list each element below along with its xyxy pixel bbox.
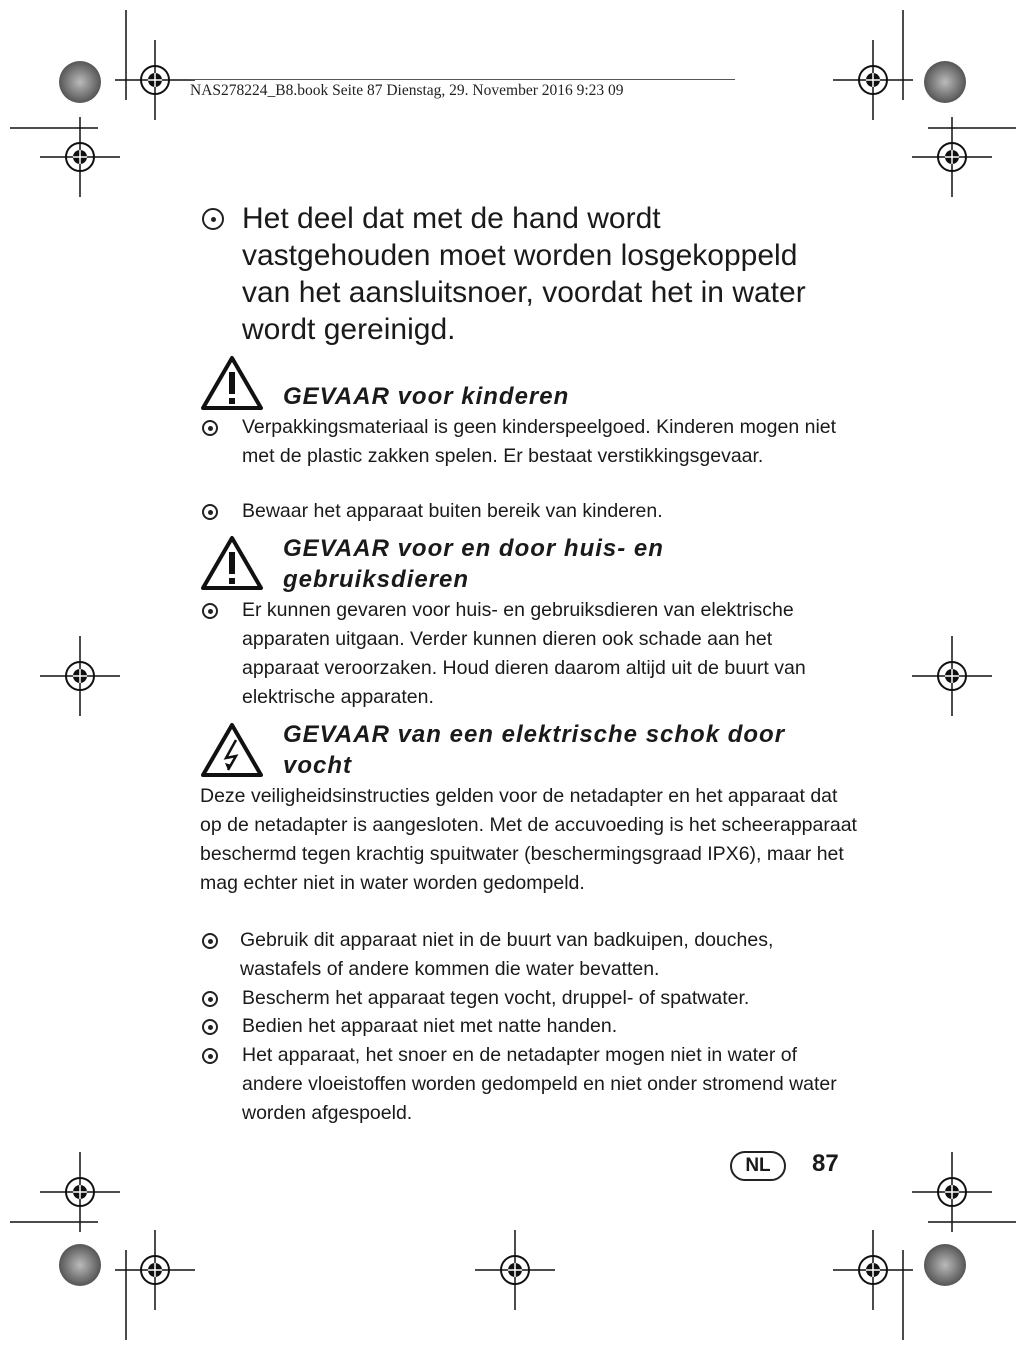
section-heading-children: GEVAAR voor kinderen [283, 383, 570, 410]
color-dial-bottom-right [924, 1244, 966, 1286]
list-item [202, 596, 862, 712]
registration-mark-bottom-right [833, 1230, 913, 1310]
section-heading-moisture-line2: vocht [283, 752, 353, 779]
registration-mark-mid-left [40, 636, 120, 716]
page-number: 87 [812, 1150, 839, 1177]
list-item-text: Verpakkingsmateriaal is geen kinderspeelgoed. Kinderen mogen niet met de plastic zakken spelen. Er bestaat verstikkingsgevaar. [242, 416, 837, 467]
list-item-text: Er kunnen gevaren voor huis- en gebruiksdieren van elektrische apparaten uitgaan. Verder kunnen dieren ook schade aan het apparaat veroorzaken. Houd dieren daarom altijd uit de buurt van elektrische apparaten. [242, 599, 806, 708]
registration-mark-top-left [115, 40, 195, 120]
list-item-text: Bescherm het apparaat tegen vocht, druppel- of spatwater. [242, 987, 750, 1009]
bullet-icon [202, 208, 224, 230]
warning-triangle-icon [200, 355, 264, 411]
warning-triangle-icon [200, 535, 264, 591]
color-dial-top-right [924, 61, 966, 103]
language-badge: NL [730, 1151, 786, 1181]
registration-mark-bottom-center [475, 1230, 555, 1310]
bullet-icon [202, 603, 218, 619]
registration-mark-lower-right [912, 1152, 992, 1232]
intro-text: Het deel dat met de hand wordt vastgehouden moet worden losgekoppeld van het aansluitsnoer, voordat het in water wordt gereinigd. [242, 202, 806, 346]
bullet-icon [202, 1048, 218, 1064]
intro-list-item [202, 200, 862, 348]
list-item-text: Bedien het apparaat niet met natte handen. [242, 1015, 618, 1037]
list-item [202, 497, 862, 526]
list-item-text: Bewaar het apparaat buiten bereik van kinderen. [242, 500, 663, 522]
section-heading-moisture [283, 719, 785, 781]
registration-mark-top-right [833, 40, 913, 120]
registration-mark-upper-left [40, 117, 120, 197]
list-item [202, 1012, 862, 1041]
bullet-icon [202, 933, 218, 949]
section-heading-pets [283, 533, 664, 595]
color-dial-bottom-left [59, 1244, 101, 1286]
list-item-text: Het apparaat, het snoer en de netadapter mogen niet in water of andere vloeistoffen worden gedompeld en niet onder stromend water worden afgespoeld. [242, 1044, 837, 1124]
section-intro-paragraph: Deze veiligheidsinstructies gelden voor de netadapter en het apparaat dat op de netadapter is aangesloten. Met de accuvoeding is het scheerapparaat beschermd tegen krachtig spuitwater (beschermingsgraad IPX6), maar het mag echter niet in water worden gedompeld. [200, 785, 857, 894]
section-heading-pets-line2: gebruiksdieren [283, 566, 470, 593]
bullet-icon [202, 991, 218, 1007]
registration-mark-mid-right [912, 636, 992, 716]
bullet-icon [202, 420, 218, 436]
section-heading-pets-line1: GEVAAR voor en door huis- en [283, 535, 664, 562]
bullet-icon [202, 1019, 218, 1035]
bullet-icon [202, 504, 218, 520]
color-dial-top-left [59, 61, 101, 103]
list-item-text: Gebruik dit apparaat niet in de buurt van badkuipen, douches, wastafels of andere kommen die water bevatten. [240, 929, 774, 980]
registration-mark-lower-left [40, 1152, 120, 1232]
registration-mark-upper-right [912, 117, 992, 197]
list-item [202, 926, 862, 984]
print-header: NAS278224_B8.book Seite 87 Dienstag, 29. November 2016 9:23 09 [190, 79, 735, 100]
list-item [202, 1041, 862, 1128]
list-item [202, 413, 862, 471]
section-heading-moisture-line1: GEVAAR van een elektrische schok door [283, 721, 786, 748]
list-item [202, 984, 862, 1013]
registration-mark-bottom-left [115, 1230, 195, 1310]
electric-shock-warning-icon [200, 722, 264, 778]
